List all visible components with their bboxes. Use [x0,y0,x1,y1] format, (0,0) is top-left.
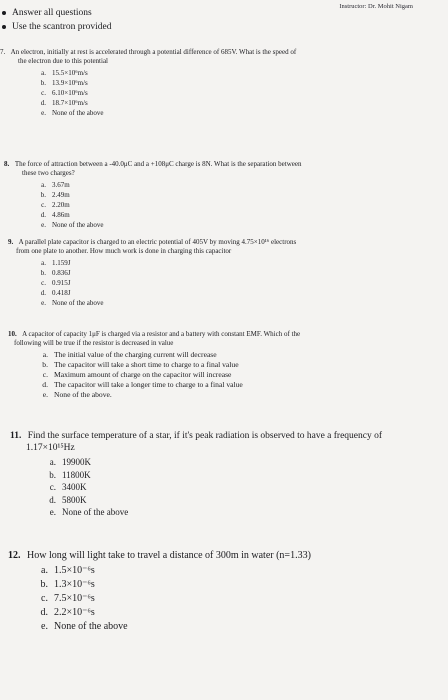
option-text: 1.3×10⁻⁶s [54,579,95,590]
option-a [38,564,440,578]
question-12 [8,550,440,634]
option-e [36,298,440,308]
question-8 [4,160,440,230]
option-text: None of the above [52,221,104,229]
option-text: None of the above [52,299,104,307]
option-a [36,68,440,78]
stem-line: the electron due to this potential [18,57,109,65]
stem-line: An electron, initially at rest is accelerated through a potential difference of 685V. What is the speed of [10,48,297,56]
options-list [38,350,440,400]
stem-line: from one plate to another. How much work is done in charging this capacitor [16,247,232,255]
option-text: 5800K [62,494,87,505]
option-text: 19900K [62,457,91,467]
option-letter: a. [41,69,46,77]
option-text: The capacitor will take a longer time to charge to a final value [54,380,243,389]
option-letter: d. [40,607,48,618]
option-letter: a. [49,457,56,467]
option-text: 18.7×10⁶m/s [52,99,88,107]
instructor-name: Instructor: Dr. Mohit Nigam [339,3,413,10]
option-letter: c. [41,279,46,287]
option-letter: d. [40,289,46,297]
option-letter: b. [40,191,46,199]
bullet-icon [2,25,6,29]
question-number: 12. [8,550,21,561]
question-stem [8,238,440,256]
option-text: 0.418J [52,289,71,297]
option-a [36,258,440,268]
option-letter: c. [49,482,56,492]
option-text: 4.86m [52,211,70,219]
question-number: 7. [0,48,6,56]
option-letter: d. [40,99,46,107]
question-9 [8,238,440,308]
stem-line: The force of attraction between a -40.0μC and a +108μC charge is 8N. What is the separation between [14,160,302,168]
option-text: 2.20m [52,201,70,209]
option-letter: d. [49,494,56,505]
question-number: 10. [8,330,17,338]
option-text: 11800K [62,469,91,480]
stem-line: A parallel plate capacitor is charged to an electric potential of 405V by moving 4.75×10¹⁶ electrons [18,238,297,246]
option-letter: a. [41,181,46,189]
question-number: 8. [4,160,10,168]
option-letter: c. [41,593,48,604]
option-letter: d. [42,380,48,389]
option-b [38,360,440,370]
option-letter: d. [40,211,46,219]
question-stem [4,160,440,178]
options-list [36,68,440,118]
question-number: 9. [8,238,14,246]
option-letter: a. [42,350,48,359]
option-text: The capacitor will take a short time to charge to a final value [54,360,239,369]
option-text: None of the above. [54,390,112,399]
option-d [38,380,440,390]
option-letter: b. [42,360,48,369]
option-letter: b. [40,269,46,277]
option-text: 2.49m [52,191,70,199]
option-letter: e. [41,299,46,307]
question-number: 11. [10,431,22,441]
option-d [38,606,440,620]
option-e [38,620,440,634]
instruction-item [2,6,111,20]
option-d [36,288,440,298]
option-d [36,98,440,108]
option-c [38,370,440,380]
option-letter: b. [49,469,56,480]
option-text: 6.10×10⁶m/s [52,89,88,97]
option-text: 13.9×10⁶m/s [52,79,88,87]
option-c [46,481,440,494]
option-letter: c. [41,201,46,209]
option-letter: e. [41,221,46,229]
option-letter: e. [42,390,48,399]
option-e [46,506,440,519]
option-text: None of the above [54,621,128,632]
option-letter: b. [40,579,48,590]
option-a [38,350,440,360]
option-text: Maximum amount of charge on the capacitor will increase [54,370,232,379]
options-list [46,456,440,519]
option-text: 15.5×10⁶m/s [52,69,88,77]
stem-line: A capacitor of capacity 1μF is charged via a resistor and a battery with constant EMF. Which of the [22,330,301,338]
options-list [36,258,440,308]
option-b [36,78,440,88]
option-c [36,200,440,210]
option-b [36,268,440,278]
option-text: 7.5×10⁻⁶s [54,593,95,604]
option-letter: c. [42,370,48,379]
options-list [38,564,440,634]
option-letter: a. [41,259,46,267]
instruction-text: Answer all questions [12,8,92,18]
option-text: 0.836J [52,269,71,277]
stem-line: following will be true if the resistor is decreased in value [14,339,174,347]
option-a [36,180,440,190]
option-text: None of the above [52,109,104,117]
option-e [38,390,440,400]
option-text: None of the above [62,507,129,517]
stem-line: these two charges? [22,169,75,177]
question-stem [10,430,440,454]
option-letter: c. [41,89,46,97]
instructions [2,6,111,34]
question-10 [8,330,440,400]
question-11 [10,430,440,519]
stem-line: How long will light take to travel a distance of 300m in water (n=1.33) [27,550,311,561]
option-text: 3400K [62,482,87,492]
instruction-text: Use the scantron provided [12,22,112,32]
question-stem [8,330,440,348]
option-b [38,578,440,592]
option-text: 0.915J [52,279,71,287]
option-text: The initial value of the charging current will decrease [54,350,217,359]
option-a [46,456,440,469]
option-e [36,108,440,118]
option-b [36,190,440,200]
option-text: 3.67m [52,181,70,189]
options-list [36,180,440,230]
option-d [36,210,440,220]
question-stem [0,48,440,66]
option-letter: e. [49,507,56,517]
question-7 [0,48,440,118]
bullet-icon [2,11,6,15]
option-c [36,278,440,288]
stem-line: Find the surface temperature of a star, if it's peak radiation is observed to have a frequency of [27,431,383,441]
option-text: 1.5×10⁻⁶s [54,565,95,576]
option-letter: a. [41,565,48,576]
option-c [38,592,440,606]
option-text: 1.159J [52,259,71,267]
question-stem [8,550,440,562]
option-letter: b. [40,79,46,87]
option-text: 2.2×10⁻⁶s [54,607,95,618]
option-letter: e. [41,621,48,632]
option-c [36,88,440,98]
option-e [36,220,440,230]
instruction-item [2,20,111,34]
stem-line: 1.17×10¹⁵Hz [26,443,75,453]
option-letter: e. [41,109,46,117]
option-b [46,469,440,482]
option-d [46,494,440,507]
